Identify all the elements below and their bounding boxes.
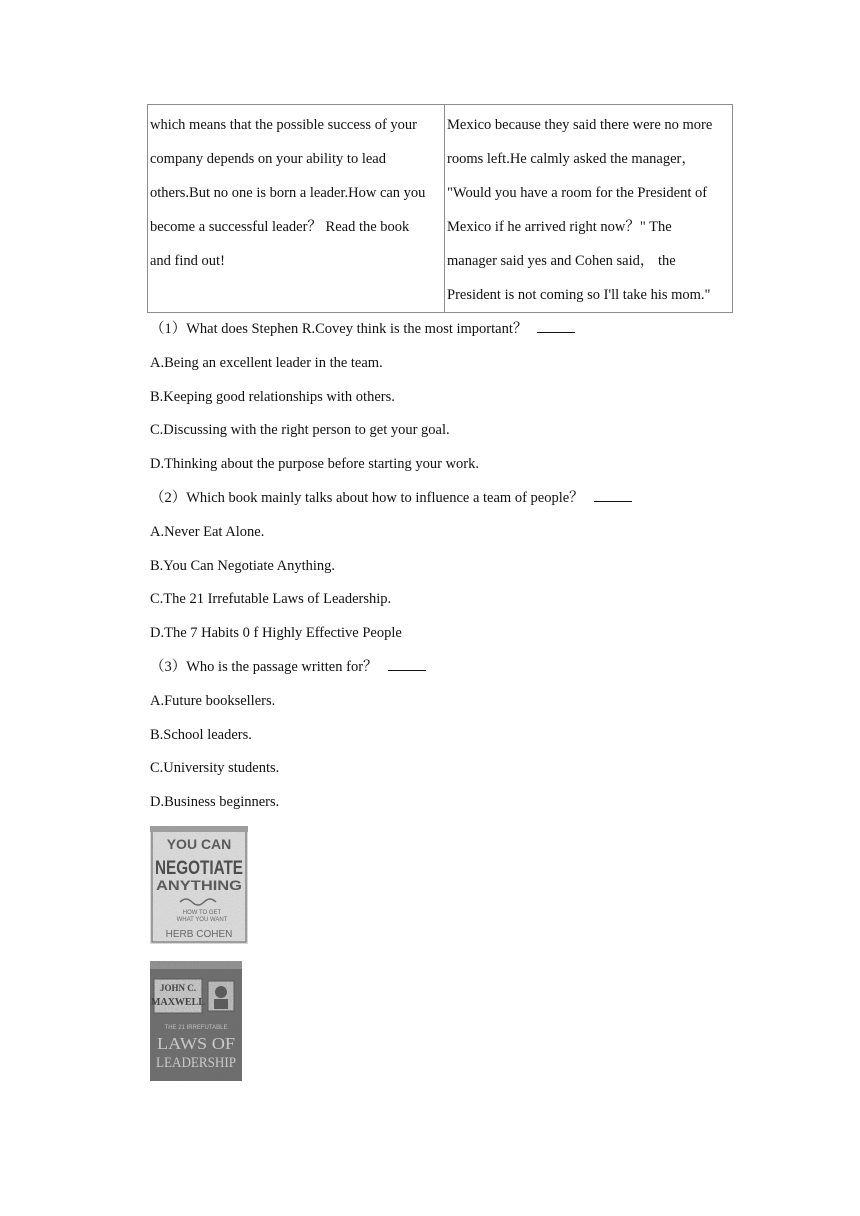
passage-line: Mexico because they said there were no more: [447, 117, 713, 133]
option-2d: D.The 7 Habits 0 f Highly Effective People: [150, 625, 402, 642]
passage-line: "Would you have a room for the President of: [447, 185, 708, 201]
question-stem-3: （3）Who is the passage written for？: [150, 651, 750, 685]
passage-table-row: [148, 105, 733, 313]
option-2b: B.You Can Negotiate Anything.: [150, 557, 336, 574]
passage-line: company depends on your ability to lead: [150, 151, 386, 167]
passage-cell-left: [148, 105, 445, 313]
book-cover-leadership-image: [150, 961, 242, 1081]
option-3a: A.Future booksellers.: [150, 692, 276, 709]
answer-blank-2[interactable]: [594, 485, 632, 502]
passage-line: President is not coming so I'll take his mom.": [447, 287, 711, 303]
option-3b: B.School leaders.: [150, 726, 252, 743]
option-3c: C.University students.: [150, 760, 280, 777]
option-1d: D.Thinking about the purpose before starting your work.: [150, 456, 479, 473]
passage-line: rooms left.He calmly asked the manager，: [447, 151, 696, 167]
passage-line: and find out!: [150, 253, 225, 269]
passage-cell-right: [445, 105, 733, 313]
passage-line: others.But no one is born a leader.How can you: [150, 185, 426, 201]
passage-line: which means that the possible success of your: [150, 117, 417, 133]
option-3d: D.Business beginners.: [150, 794, 280, 811]
option-1a: A.Being an excellent leader in the team.: [150, 354, 383, 371]
option-2c: C.The 21 Irrefutable Laws of Leadership.: [150, 591, 392, 608]
option-1b: B.Keeping good relationships with others.: [150, 388, 395, 405]
passage-table: [147, 104, 733, 313]
book-cover-negotiate-image: [150, 826, 248, 944]
option-2a: A.Never Eat Alone.: [150, 523, 265, 540]
question-stem-2: （2）Which book mainly talks about how to influence a team of people？: [150, 482, 750, 516]
passage-line: Mexico if he arrived right now？" The: [447, 219, 672, 235]
question-list: [150, 313, 750, 820]
passage-line: manager said yes and Cohen said， the: [447, 253, 676, 269]
answer-blank-3[interactable]: [388, 654, 426, 671]
option-1c: C.Discussing with the right person to get your goal.: [150, 422, 450, 439]
question-stem-1: （1）What does Stephen R.Covey think is the most important？: [150, 313, 750, 347]
answer-blank-1[interactable]: [537, 316, 575, 333]
passage-line: become a successful leader？ Read the book: [150, 219, 410, 235]
